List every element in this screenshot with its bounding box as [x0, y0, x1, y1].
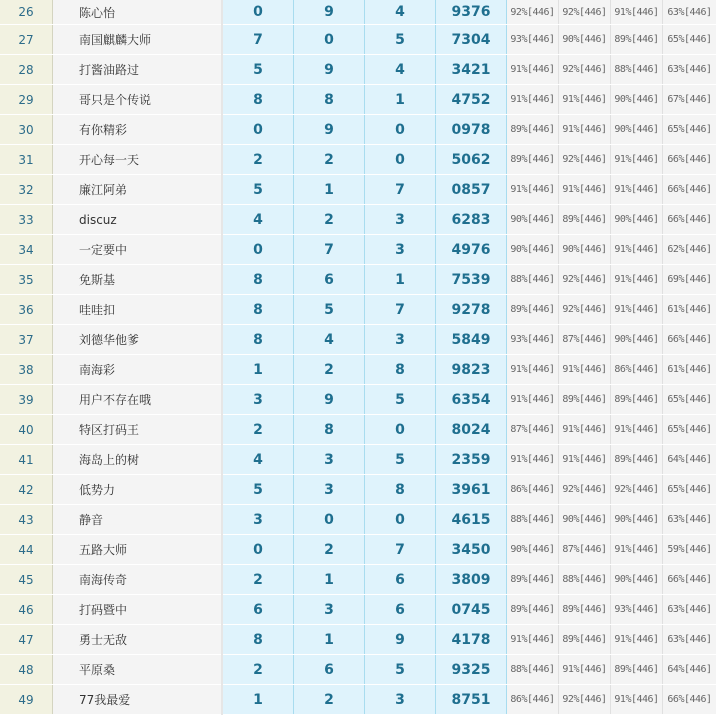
username-cell: 五路大师 — [53, 535, 223, 565]
stat-2-cell: 92%[446] — [559, 55, 611, 85]
table-row — [0, 595, 716, 625]
code-cell: 9325 — [436, 655, 507, 685]
digit-1-cell: 0 — [222, 115, 294, 145]
rank-cell: 28 — [0, 55, 53, 85]
username-cell: 打酱油路过 — [53, 55, 223, 85]
code-cell: 0978 — [436, 115, 507, 145]
digit-1-cell: 1 — [222, 685, 294, 715]
digit-3-cell: 7 — [365, 295, 436, 325]
digit-3-cell: 3 — [365, 205, 436, 235]
rank-cell: 32 — [0, 175, 53, 205]
username-cell: discuz — [53, 205, 223, 235]
table-row — [0, 25, 716, 55]
stat-1-cell: 92%[446] — [507, 0, 559, 25]
table-row — [0, 415, 716, 445]
stat-2-cell: 91%[446] — [559, 355, 611, 385]
digit-3-cell: 5 — [365, 445, 436, 475]
stat-3-cell: 89%[446] — [611, 655, 663, 685]
stat-4-cell: 62%[446] — [663, 235, 716, 265]
digit-2-cell: 1 — [294, 565, 365, 595]
table-row — [0, 295, 716, 325]
code-cell: 5062 — [436, 145, 507, 175]
digit-2-cell: 1 — [294, 625, 365, 655]
digit-1-cell: 0 — [222, 0, 294, 25]
code-cell: 0745 — [436, 595, 507, 625]
stat-1-cell: 90%[446] — [507, 235, 559, 265]
username-cell: 廉江阿弟 — [53, 175, 223, 205]
stat-1-cell: 89%[446] — [507, 295, 559, 325]
table-row — [0, 475, 716, 505]
code-cell: 3450 — [436, 535, 507, 565]
stat-3-cell: 89%[446] — [611, 25, 663, 55]
stat-1-cell: 88%[446] — [507, 265, 559, 295]
stat-3-cell: 90%[446] — [611, 205, 663, 235]
table-row — [0, 265, 716, 295]
digit-3-cell: 3 — [365, 235, 436, 265]
rank-cell: 35 — [0, 265, 53, 295]
digit-2-cell: 2 — [294, 355, 365, 385]
stat-2-cell: 88%[446] — [559, 565, 611, 595]
username-cell: 免斯基 — [53, 265, 223, 295]
code-cell: 4976 — [436, 235, 507, 265]
code-cell: 0857 — [436, 175, 507, 205]
stat-4-cell: 65%[446] — [663, 385, 716, 415]
stat-3-cell: 89%[446] — [611, 385, 663, 415]
code-cell: 6283 — [436, 205, 507, 235]
code-cell: 3961 — [436, 475, 507, 505]
username-cell: 陈心怡 — [53, 0, 223, 25]
digit-2-cell: 6 — [294, 265, 365, 295]
digit-3-cell: 0 — [365, 145, 436, 175]
table-row — [0, 685, 716, 715]
stat-1-cell: 91%[446] — [507, 85, 559, 115]
stat-4-cell: 66%[446] — [663, 325, 716, 355]
code-cell: 7304 — [436, 25, 507, 55]
digit-1-cell: 4 — [222, 205, 294, 235]
stat-2-cell: 92%[446] — [559, 475, 611, 505]
digit-1-cell: 5 — [222, 175, 294, 205]
digit-2-cell: 2 — [294, 535, 365, 565]
digit-2-cell: 9 — [294, 0, 365, 25]
stat-4-cell: 59%[446] — [663, 535, 716, 565]
stat-1-cell: 90%[446] — [507, 535, 559, 565]
stat-2-cell: 89%[446] — [559, 595, 611, 625]
digit-3-cell: 1 — [365, 265, 436, 295]
stat-3-cell: 91%[446] — [611, 415, 663, 445]
code-cell: 7539 — [436, 265, 507, 295]
username-cell: 77我最爱 — [53, 685, 223, 715]
stat-4-cell: 67%[446] — [663, 85, 716, 115]
digit-2-cell: 9 — [294, 55, 365, 85]
table-row — [0, 505, 716, 535]
digit-2-cell: 3 — [294, 595, 365, 625]
digit-1-cell: 6 — [222, 595, 294, 625]
digit-2-cell: 4 — [294, 325, 365, 355]
table-row — [0, 325, 716, 355]
stat-4-cell: 65%[446] — [663, 25, 716, 55]
username-cell: 勇士无敌 — [53, 625, 223, 655]
digit-1-cell: 5 — [222, 55, 294, 85]
code-cell: 4178 — [436, 625, 507, 655]
stat-3-cell: 91%[446] — [611, 535, 663, 565]
stat-2-cell: 87%[446] — [559, 535, 611, 565]
digit-3-cell: 6 — [365, 595, 436, 625]
username-cell: 刘德华他爹 — [53, 325, 223, 355]
code-cell: 9278 — [436, 295, 507, 325]
table-row — [0, 115, 716, 145]
digit-3-cell: 7 — [365, 175, 436, 205]
stat-2-cell: 92%[446] — [559, 265, 611, 295]
stat-4-cell: 63%[446] — [663, 625, 716, 655]
code-cell: 3809 — [436, 565, 507, 595]
digit-1-cell: 3 — [222, 385, 294, 415]
stat-2-cell: 91%[446] — [559, 415, 611, 445]
stat-4-cell: 61%[446] — [663, 295, 716, 325]
stat-3-cell: 90%[446] — [611, 85, 663, 115]
stat-1-cell: 91%[446] — [507, 385, 559, 415]
username-cell: 平原桑 — [53, 655, 223, 685]
rank-cell: 46 — [0, 595, 53, 625]
stat-4-cell: 66%[446] — [663, 205, 716, 235]
digit-1-cell: 1 — [222, 355, 294, 385]
stat-1-cell: 86%[446] — [507, 685, 559, 715]
stat-4-cell: 64%[446] — [663, 445, 716, 475]
stat-2-cell: 91%[446] — [559, 445, 611, 475]
stat-4-cell: 66%[446] — [663, 145, 716, 175]
rank-cell: 44 — [0, 535, 53, 565]
stat-3-cell: 90%[446] — [611, 565, 663, 595]
table-row — [0, 205, 716, 235]
stat-3-cell: 91%[446] — [611, 235, 663, 265]
stat-2-cell: 91%[446] — [559, 85, 611, 115]
stat-4-cell: 69%[446] — [663, 265, 716, 295]
stat-2-cell: 92%[446] — [559, 145, 611, 175]
table-row — [0, 655, 716, 685]
digit-3-cell: 5 — [365, 655, 436, 685]
digit-1-cell: 8 — [222, 85, 294, 115]
code-cell: 5849 — [436, 325, 507, 355]
code-cell: 8024 — [436, 415, 507, 445]
stat-4-cell: 63%[446] — [663, 0, 716, 25]
digit-3-cell: 4 — [365, 55, 436, 85]
code-cell: 9376 — [436, 0, 507, 25]
stat-1-cell: 91%[446] — [507, 445, 559, 475]
table-row — [0, 625, 716, 655]
rank-cell: 27 — [0, 25, 53, 55]
stat-1-cell: 86%[446] — [507, 475, 559, 505]
digit-3-cell: 5 — [365, 385, 436, 415]
stat-1-cell: 89%[446] — [507, 115, 559, 145]
digit-3-cell: 3 — [365, 685, 436, 715]
stat-4-cell: 61%[446] — [663, 355, 716, 385]
stat-3-cell: 92%[446] — [611, 475, 663, 505]
username-cell: 有你精彩 — [53, 115, 223, 145]
digit-2-cell: 2 — [294, 685, 365, 715]
username-cell: 哥只是个传说 — [53, 85, 223, 115]
digit-3-cell: 7 — [365, 535, 436, 565]
digit-3-cell: 6 — [365, 565, 436, 595]
digit-2-cell: 0 — [294, 505, 365, 535]
stat-1-cell: 93%[446] — [507, 325, 559, 355]
digit-2-cell: 1 — [294, 175, 365, 205]
stat-1-cell: 91%[446] — [507, 625, 559, 655]
digit-2-cell: 2 — [294, 205, 365, 235]
stat-2-cell: 87%[446] — [559, 325, 611, 355]
rank-cell: 40 — [0, 415, 53, 445]
digit-2-cell: 5 — [294, 295, 365, 325]
username-cell: 静音 — [53, 505, 223, 535]
rank-cell: 43 — [0, 505, 53, 535]
code-cell: 9823 — [436, 355, 507, 385]
stat-1-cell: 88%[446] — [507, 655, 559, 685]
stat-2-cell: 92%[446] — [559, 685, 611, 715]
username-cell: 哇哇扣 — [53, 295, 223, 325]
code-cell: 6354 — [436, 385, 507, 415]
rank-cell: 36 — [0, 295, 53, 325]
stat-2-cell: 92%[446] — [559, 0, 611, 25]
stat-4-cell: 66%[446] — [663, 685, 716, 715]
rank-cell: 38 — [0, 355, 53, 385]
digit-1-cell: 0 — [222, 535, 294, 565]
digit-2-cell: 0 — [294, 25, 365, 55]
stat-3-cell: 86%[446] — [611, 355, 663, 385]
digit-1-cell: 4 — [222, 445, 294, 475]
stat-4-cell: 65%[446] — [663, 415, 716, 445]
username-cell: 海岛上的树 — [53, 445, 223, 475]
stat-3-cell: 91%[446] — [611, 625, 663, 655]
username-cell: 用户不存在哦 — [53, 385, 223, 415]
digit-2-cell: 8 — [294, 415, 365, 445]
code-cell: 4615 — [436, 505, 507, 535]
code-cell: 4752 — [436, 85, 507, 115]
table-row — [0, 235, 716, 265]
table-row — [0, 565, 716, 595]
table-row — [0, 85, 716, 115]
rank-cell: 37 — [0, 325, 53, 355]
stat-1-cell: 90%[446] — [507, 205, 559, 235]
table-row — [0, 175, 716, 205]
rank-cell: 48 — [0, 655, 53, 685]
stat-3-cell: 90%[446] — [611, 325, 663, 355]
digit-1-cell: 8 — [222, 265, 294, 295]
stat-1-cell: 93%[446] — [507, 25, 559, 55]
code-cell: 2359 — [436, 445, 507, 475]
stat-2-cell: 91%[446] — [559, 115, 611, 145]
username-cell: 开心每一天 — [53, 145, 223, 175]
digit-1-cell: 8 — [222, 325, 294, 355]
username-cell: 南海传奇 — [53, 565, 223, 595]
digit-1-cell: 3 — [222, 505, 294, 535]
stat-4-cell: 63%[446] — [663, 595, 716, 625]
rank-cell: 42 — [0, 475, 53, 505]
digit-2-cell: 9 — [294, 115, 365, 145]
table-row — [0, 535, 716, 565]
stat-3-cell: 91%[446] — [611, 685, 663, 715]
username-cell: 低势力 — [53, 475, 223, 505]
digit-2-cell: 2 — [294, 145, 365, 175]
digit-1-cell: 2 — [222, 415, 294, 445]
stat-4-cell: 66%[446] — [663, 565, 716, 595]
digit-2-cell: 8 — [294, 85, 365, 115]
stat-2-cell: 89%[446] — [559, 625, 611, 655]
digit-1-cell: 2 — [222, 565, 294, 595]
rank-cell: 31 — [0, 145, 53, 175]
stat-3-cell: 91%[446] — [611, 265, 663, 295]
stat-2-cell: 89%[446] — [559, 385, 611, 415]
stat-4-cell: 65%[446] — [663, 475, 716, 505]
stat-2-cell: 89%[446] — [559, 205, 611, 235]
stat-2-cell: 90%[446] — [559, 505, 611, 535]
stat-3-cell: 90%[446] — [611, 115, 663, 145]
stat-1-cell: 89%[446] — [507, 565, 559, 595]
digit-1-cell: 0 — [222, 235, 294, 265]
stat-4-cell: 63%[446] — [663, 55, 716, 85]
stat-3-cell: 93%[446] — [611, 595, 663, 625]
stat-3-cell: 91%[446] — [611, 295, 663, 325]
digit-1-cell: 2 — [222, 145, 294, 175]
digit-1-cell: 5 — [222, 475, 294, 505]
digit-3-cell: 0 — [365, 115, 436, 145]
digit-2-cell: 7 — [294, 235, 365, 265]
stat-4-cell: 64%[446] — [663, 655, 716, 685]
digit-1-cell: 8 — [222, 295, 294, 325]
table-row — [0, 55, 716, 85]
digit-3-cell: 8 — [365, 355, 436, 385]
stat-1-cell: 91%[446] — [507, 55, 559, 85]
rank-cell: 45 — [0, 565, 53, 595]
username-cell: 南国麒麟大师 — [53, 25, 223, 55]
digit-1-cell: 2 — [222, 655, 294, 685]
stat-3-cell: 90%[446] — [611, 505, 663, 535]
table-row — [0, 445, 716, 475]
stat-1-cell: 88%[446] — [507, 505, 559, 535]
code-cell: 8751 — [436, 685, 507, 715]
digit-2-cell: 3 — [294, 445, 365, 475]
digit-3-cell: 5 — [365, 25, 436, 55]
stat-4-cell: 63%[446] — [663, 505, 716, 535]
stat-2-cell: 91%[446] — [559, 655, 611, 685]
rank-cell: 41 — [0, 445, 53, 475]
stat-2-cell: 90%[446] — [559, 235, 611, 265]
digit-3-cell: 0 — [365, 415, 436, 445]
rank-cell: 49 — [0, 685, 53, 715]
table-row — [0, 145, 716, 175]
digit-3-cell: 8 — [365, 475, 436, 505]
rank-cell: 47 — [0, 625, 53, 655]
digit-3-cell: 0 — [365, 505, 436, 535]
digit-3-cell: 3 — [365, 325, 436, 355]
stat-3-cell: 88%[446] — [611, 55, 663, 85]
stat-1-cell: 89%[446] — [507, 145, 559, 175]
username-cell: 特区打码王 — [53, 415, 223, 445]
stat-3-cell: 91%[446] — [611, 175, 663, 205]
digit-3-cell: 9 — [365, 625, 436, 655]
stat-4-cell: 66%[446] — [663, 175, 716, 205]
stat-2-cell: 90%[446] — [559, 25, 611, 55]
table-row — [0, 0, 716, 25]
digit-1-cell: 7 — [222, 25, 294, 55]
digit-1-cell: 8 — [222, 625, 294, 655]
stat-3-cell: 91%[446] — [611, 145, 663, 175]
rank-cell: 39 — [0, 385, 53, 415]
rank-cell: 33 — [0, 205, 53, 235]
username-cell: 一定要中 — [53, 235, 223, 265]
digit-3-cell: 1 — [365, 85, 436, 115]
digit-2-cell: 9 — [294, 385, 365, 415]
stat-3-cell: 89%[446] — [611, 445, 663, 475]
table-row — [0, 385, 716, 415]
digit-2-cell: 3 — [294, 475, 365, 505]
stat-1-cell: 87%[446] — [507, 415, 559, 445]
code-cell: 3421 — [436, 55, 507, 85]
username-cell: 南海彩 — [53, 355, 223, 385]
stat-1-cell: 89%[446] — [507, 595, 559, 625]
rank-cell: 26 — [0, 0, 53, 25]
rank-cell: 30 — [0, 115, 53, 145]
username-cell: 打码暨中 — [53, 595, 223, 625]
rank-cell: 34 — [0, 235, 53, 265]
stat-3-cell: 91%[446] — [611, 0, 663, 25]
stat-4-cell: 65%[446] — [663, 115, 716, 145]
stat-2-cell: 92%[446] — [559, 295, 611, 325]
table-row — [0, 355, 716, 385]
digit-2-cell: 6 — [294, 655, 365, 685]
rank-cell: 29 — [0, 85, 53, 115]
digit-3-cell: 4 — [365, 0, 436, 25]
stat-2-cell: 91%[446] — [559, 175, 611, 205]
stat-1-cell: 91%[446] — [507, 355, 559, 385]
stat-1-cell: 91%[446] — [507, 175, 559, 205]
